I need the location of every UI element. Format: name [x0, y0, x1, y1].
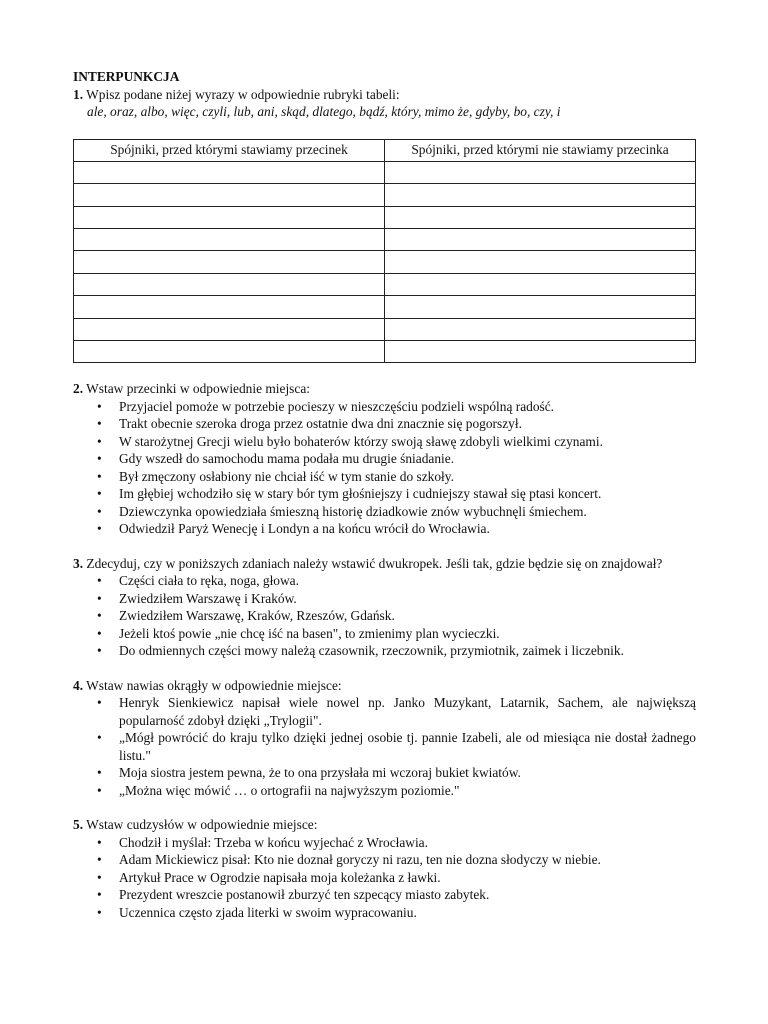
exercise-5-list — [73, 834, 696, 922]
list-item: • Moja siostra jestem pewna, że to ona przysłała mi wczoraj bukiet kwiatów. — [73, 764, 696, 782]
table-row — [74, 161, 696, 183]
list-item: • Adam Mickiewicz pisał: Kto nie doznał goryczy ni razu, ten nie dozna słodyczy w niebie. — [73, 851, 696, 869]
exercise-1 — [73, 86, 696, 364]
exercise-2 — [73, 380, 696, 538]
table-body — [74, 161, 696, 363]
answer-cell-with-comma[interactable] — [74, 341, 385, 363]
answer-cell-without-comma[interactable] — [385, 341, 696, 363]
list-item: • Chodził i myślał: Trzeba w końcu wyjechać z Wrocławia. — [73, 834, 696, 852]
exercise-2-text: Wstaw przecinki w odpowiednie miejsca: — [86, 381, 311, 397]
list-item: • Henryk Sienkiewicz napisał wiele nowel np. Janko Muzykant, Latarnik, Sachem, ale największą popularność zdobył dzięki „Trylogii". — [73, 694, 696, 729]
list-item: • Części ciała to ręka, noga, głowa. — [73, 572, 696, 590]
exercise-4-number: 4. — [73, 677, 84, 693]
table-row — [74, 251, 696, 273]
exercise-5-number: 5. — [73, 817, 84, 833]
table-row — [74, 341, 696, 363]
list-item: • Trakt obecnie szeroka droga przez ostatnie dwa dni znacznie się pogorszył. — [73, 415, 696, 433]
exercise-5-instruction — [73, 816, 696, 834]
list-item: • Zwiedziłem Warszawę i Kraków. — [73, 590, 696, 608]
list-item: • Gdy wszedł do samochodu mama podała mu drugie śniadanie. — [73, 450, 696, 468]
list-item: • Dziewczynka opowiedziała śmieszną historię dziadkowie znów wybuchnęli śmiechem. — [73, 503, 696, 521]
list-item: • Uczennica często zjada literki w swoim wypracowaniu. — [73, 904, 696, 922]
column-header-with-comma: Spójniki, przed którymi stawiamy przecinek — [74, 139, 385, 161]
answer-cell-with-comma[interactable] — [74, 251, 385, 273]
answer-cell-with-comma[interactable] — [74, 161, 385, 183]
answer-cell-with-comma[interactable] — [74, 273, 385, 295]
conjunction-table — [73, 139, 696, 364]
list-item: • Był zmęczony osłabiony nie chciał iść w tym stanie do szkoły. — [73, 468, 696, 486]
list-item: • Im głębiej wchodziło się w stary bór tym głośniejszy i cudniejszy stawał się ptasi koncert. — [73, 485, 696, 503]
list-item: • Prezydent wreszcie postanowił zburzyć ten szpecący miasto zabytek. — [73, 886, 696, 904]
answer-cell-without-comma[interactable] — [385, 184, 696, 206]
list-item: • Artykuł Prace w Ogrodzie napisała moja koleżanka z ławki. — [73, 869, 696, 887]
exercise-2-instruction — [73, 380, 696, 398]
worksheet-page — [73, 68, 696, 921]
list-item: • Zwiedziłem Warszawę, Kraków, Rzeszów, Gdańsk. — [73, 607, 696, 625]
answer-cell-without-comma[interactable] — [385, 161, 696, 183]
exercise-1-text: Wpisz podane niżej wyrazy w odpowiednie rubryki tabeli: — [86, 86, 400, 102]
table-row — [74, 318, 696, 340]
table-row — [74, 296, 696, 318]
exercise-5 — [73, 816, 696, 921]
exercise-2-number: 2. — [73, 381, 84, 397]
list-item: • Do odmiennych części mowy należą czasownik, rzeczownik, przymiotnik, zaimek i liczebnik. — [73, 642, 696, 660]
answer-cell-without-comma[interactable] — [385, 206, 696, 228]
answer-cell-with-comma[interactable] — [74, 296, 385, 318]
answer-cell-with-comma[interactable] — [74, 184, 385, 206]
list-item: • Odwiedził Paryż Wenecję i Londyn a na końcu wrócił do Wrocławia. — [73, 520, 696, 538]
answer-cell-with-comma[interactable] — [74, 206, 385, 228]
table-row — [74, 184, 696, 206]
exercise-3-number: 3. — [73, 555, 84, 571]
exercise-4-list — [73, 694, 696, 799]
answer-cell-without-comma[interactable] — [385, 318, 696, 340]
table-row — [74, 229, 696, 251]
exercise-3-list — [73, 572, 696, 660]
exercise-4 — [73, 677, 696, 800]
exercise-2-list — [73, 398, 696, 538]
exercise-1-number: 1. — [73, 86, 84, 102]
exercise-3 — [73, 555, 696, 660]
exercise-4-text: Wstaw nawias okrągły w odpowiednie miejsce: — [86, 677, 342, 693]
exercise-5-text: Wstaw cudzysłów w odpowiednie miejsce: — [86, 817, 318, 833]
list-item: • „Można więc mówić … o ortografii na najwyższym poziomie." — [73, 782, 696, 800]
table-row — [74, 206, 696, 228]
word-list: ale, oraz, albo, więc, czyli, lub, ani, skąd, dlatego, bądź, który, mimo że, gdyby, bo, czy, i — [87, 104, 561, 119]
column-header-without-comma: Spójniki, przed którymi nie stawiamy przecinka — [385, 139, 696, 161]
table-row — [74, 273, 696, 295]
answer-cell-without-comma[interactable] — [385, 229, 696, 251]
list-item: • „Mógł powrócić do kraju tylko dzięki jednej osobie tj. pannie Izabeli, ale od miesiąca nie dostał żadnego listu." — [73, 729, 696, 764]
exercise-3-text: Zdecyduj, czy w poniższych zdaniach należy wstawić dwukropek. Jeśli tak, gdzie będzie się on znajdował? — [86, 555, 663, 571]
answer-cell-without-comma[interactable] — [385, 251, 696, 273]
table-header-row — [74, 139, 696, 161]
list-item: • W starożytnej Grecji wielu było bohaterów którzy swoją sławę zdobyli wielkimi czynami. — [73, 433, 696, 451]
answer-cell-with-comma[interactable] — [74, 318, 385, 340]
list-item: • Przyjaciel pomoże w potrzebie pocieszy w nieszczęściu podzieli wspólną radość. — [73, 398, 696, 416]
exercise-1-instruction — [73, 86, 696, 104]
exercise-3-instruction — [73, 555, 696, 573]
answer-cell-without-comma[interactable] — [385, 296, 696, 318]
answer-cell-with-comma[interactable] — [74, 229, 385, 251]
page-title: INTERPUNKCJA — [73, 69, 180, 84]
list-item: • Jeżeli ktoś powie „nie chcę iść na basen", to zmienimy plan wycieczki. — [73, 625, 696, 643]
answer-cell-without-comma[interactable] — [385, 273, 696, 295]
exercise-4-instruction — [73, 677, 696, 695]
